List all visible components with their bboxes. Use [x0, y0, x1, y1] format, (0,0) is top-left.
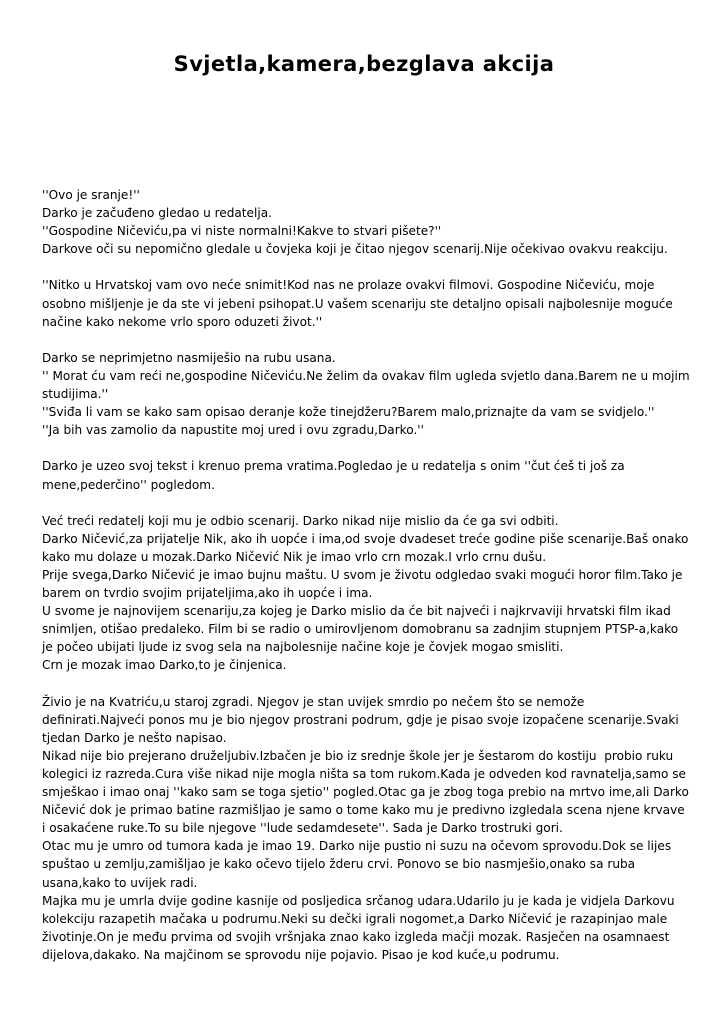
paragraph-3: [42, 349, 694, 439]
story-title: Svjetla,kamera,bezglava akcija: [173, 52, 555, 76]
text-line: U svome je najnovijem scenariju,za kojeg je Darko mislio da će bit najveći i najkrvaviji hrvatski film ikad snimljen, otišao predaleko. Film bi se radio o umirovljenom domobranu sa zadnjim stupnjem PTSP-a,kako je počeo ubijati ljude iz svog sela na najbolesnije načine koje je čovjek mogao smisliti.: [42, 604, 682, 655]
paragraph-6: [42, 693, 693, 964]
paragraph-1: [42, 186, 690, 258]
text-line: ''Sviđa li vam se kako sam opisao deranje kože tinejdžeru?Barem malo,priznajte da vam se svidjelo.'': [42, 405, 655, 420]
text-line: Otac mu je umro od tumora kada je imao 19. Darko nije pustio ni suzu na očevom sprovodu.Dok se lijes spuštao u zemlju,zamišljao je kako očevo tijelo žderu crvi. Ponovo se bio nasmješio,onako sa ruba usana,kako to uvijek radi.: [42, 839, 675, 890]
text-line: ''Ovo je sranje!'': [42, 188, 140, 202]
text-line: Darkove oči su nepomično gledale u čovjeka koji je čitao njegov scenarij.Nije očekivao ovakvu reakciju.: [42, 242, 668, 257]
text-line: ''Nitko u Hrvatskoj vam ovo neće snimit!Kod nas ne prolaze ovakvi filmovi. Gospodine Ničeviću, moje osobno mišljenje je da ste vi jebeni psihopat.U vašem scenariju ste detaljno opisali najbolesnije moguće načine kako nekome vrlo sporo oduzeti život.'': [42, 278, 677, 329]
text-line: Darko je uzeo svoj tekst i krenuo prema vratima.Pogledao je u redatelja s onim ''čut ćeš ti još za mene,pederčino'' pogledom.: [42, 459, 629, 492]
text-line: '' Morat ću vam reći ne,gospodine Ničeviću.Ne želim da ovakav film ugleda svjetlo dana.Barem ne u mojim studijima.'': [42, 368, 694, 402]
text-line: Prije svega,Darko Ničević je imao bujnu maštu. U svom je životu odgledao svaki mogući horor film.Tako je barem on tvrdio svojim prijateljima,ako ih uopće i ima.: [42, 567, 687, 601]
text-line: ''Ja bih vas zamolio da napustite moj ured i ovu zgradu,Darko.'': [42, 423, 424, 438]
text-line: ''Gospodine Ničeviću,pa vi niste normalni!Kakve to stvari pišete?'': [42, 224, 442, 239]
text-line: Živio je na Kvatriću,u staroj zgradi. Njegov je stan uvijek smrdio po nečem što se nemože definirati.Najveći ponos mu je bio njegov prostrani podrum, gdje je pisao svoje izopačene scenarije.Svaki tjedan Darko je nešto napisao.: [42, 694, 683, 745]
paragraph-4: [42, 457, 690, 493]
text-line: Darko Ničević,za prijatelje Nik, ako ih uopće i ima,od svoje dvadeset treće godine piše scenarije.Baš onako kako mu dolaze u mozak.Darko Ničević Nik je imao vrlo crn mozak.I vrlo crnu dušu.: [42, 531, 693, 564]
text-line: Crn je mozak imao Darko,to je činjenica.: [42, 658, 287, 673]
text-line: Nikad nije bio prejerano druželjubiv.Izbačen je bio iz srednje škole jer je šestarom do kostiju probio ruku kolegici iz razreda.Cura više nikad nije mogla ništa sa tom rukom.Kada je odveden kod ravnatelja,samo se smješkao i imao onaj ''kako sam se toga sjetio'' pogled.Otac ga je zbog toga prebio na mrtvo ime,ali Darko Ničević dok je primao batine razmišljao je samo o tome kako mu je predivno izgledala scena njene krvave i osakaćene ruke.To su bile njegove ''lude sedamdesete''. Sada je Darko trostruki gori.: [42, 748, 693, 836]
text-line: Majka mu je umrla dvije godine kasnije od posljedica srčanog udara.Udarilo ju je kada je vidjela Darkovu kolekciju razapetih mačaka u podrumu.Neki su dečki igrali nogomet,a Darko Ničević je razapinjao male životinje.On je među prvima od svojih vršnjaka znao kako izgleda mačji mozak. Rasječen na osamnaest dijelova,dakako. Na majčinom se sprovodu nije pojavio. Pisao je kod kuće,u podrumu.: [42, 893, 679, 962]
text-line: Već treći redatelj koji mu je odbio scenarij. Darko nikad nije mislio da će ga svi odbiti.: [42, 513, 559, 528]
paragraph-5: [42, 512, 693, 675]
paragraph-2: [42, 276, 690, 330]
story-body: [42, 186, 694, 964]
text-line: Darko je začuđeno gledao u redatelja.: [42, 206, 272, 221]
text-line: Darko se neprimjetno nasmiješio na rubu usana.: [42, 350, 336, 365]
